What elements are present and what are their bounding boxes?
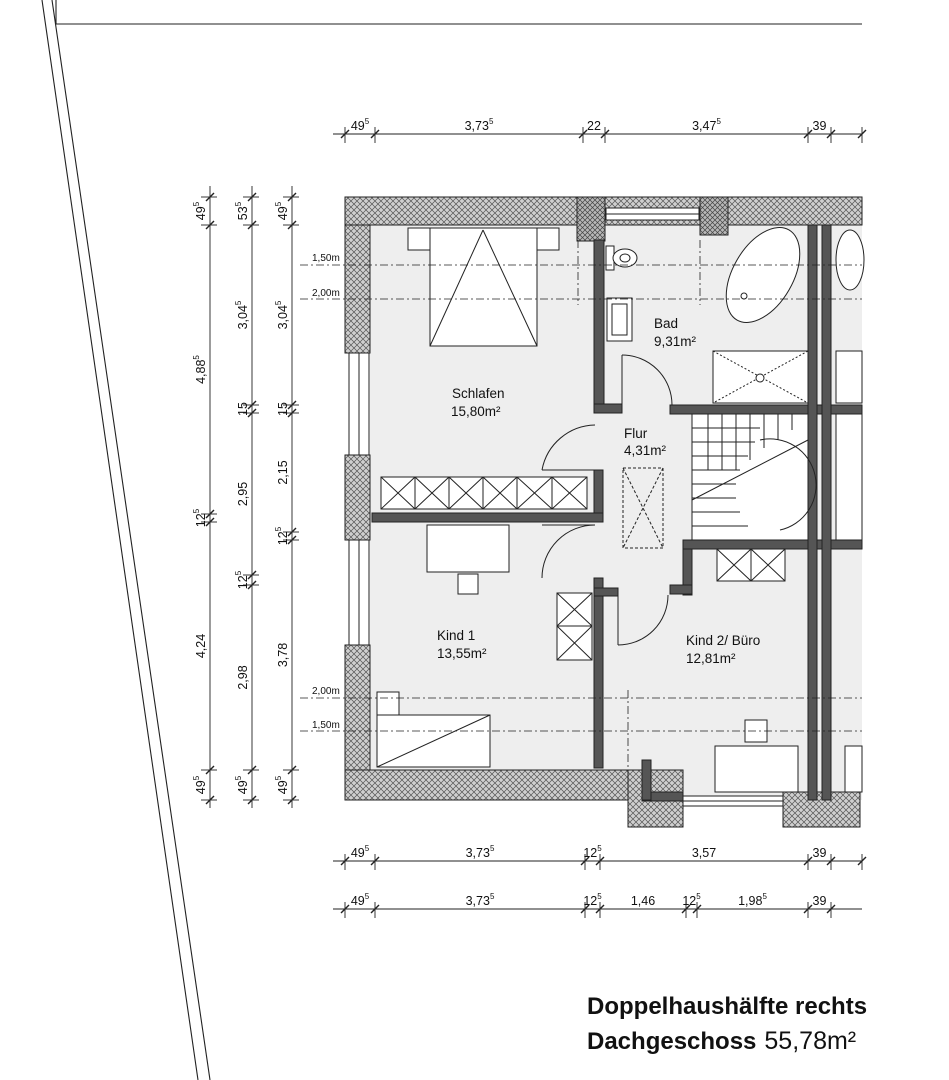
dim-label: $49^5$ [234, 775, 250, 795]
dim-label-sup: 5 [274, 300, 283, 306]
dim-label-sup: 5 [696, 892, 701, 901]
dim-label-sup: 5 [489, 892, 495, 901]
dim-label-sup: 5 [364, 117, 370, 126]
dim-label: $12^5$ [583, 892, 602, 908]
dim-label-sup: 5 [234, 570, 243, 576]
dim-label: 1,46 [630, 894, 656, 908]
dim-chain-top [341, 117, 866, 143]
dim-chain-left-1 [192, 193, 217, 804]
dim-label: $53^5$ [234, 201, 250, 221]
dim-label: $49^5$ [350, 117, 370, 133]
dim-label: $12^5$ [583, 844, 602, 860]
room-name-kind2: Kind 2/ Büro [686, 633, 761, 648]
dim-chain-left-2 [234, 193, 259, 804]
dim-label: $49^5$ [192, 201, 208, 221]
dim-label: 4,24 [194, 633, 208, 659]
dim-label: 3,04$^5$ [234, 300, 250, 330]
dim-label: $49^5$ [350, 844, 370, 860]
dim-label-sup: 5 [234, 201, 243, 207]
room-area-schlafen: 15,80m² [451, 404, 501, 419]
room-area-flur: 4,31m² [624, 443, 667, 458]
height-label-top-150: 1,50m [312, 253, 340, 264]
dim-label: 15 [276, 402, 290, 416]
height-labels [312, 253, 340, 731]
dim-label: 1,98$^5$ [738, 892, 767, 908]
dim-label-sup: 5 [597, 892, 602, 901]
room-area-kind2: 12,81m² [686, 651, 736, 666]
dim-label: 3,78 [276, 642, 290, 668]
dim-label-sup: 5 [192, 775, 201, 781]
dim-label-sup: 5 [597, 844, 602, 853]
drawing-total-area: 55,78m² [764, 1027, 857, 1055]
dim-label: $49^5$ [274, 775, 290, 795]
drawing-title: Doppelhaushälfte rechts [587, 993, 868, 1020]
dim-label: $49^5$ [274, 201, 290, 221]
dim-label-sup: 5 [274, 201, 283, 207]
dim-label: 22 [587, 119, 601, 133]
dim-label: 2,95 [236, 481, 250, 507]
dim-label: 2,98 [236, 665, 250, 690]
dim-label: $49^5$ [192, 775, 208, 795]
dim-label: 3,73$^5$ [465, 844, 495, 860]
dim-label-sup: 5 [192, 201, 201, 207]
dim-label: $12^5$ [234, 570, 250, 590]
dim-label: $12^5$ [682, 892, 701, 908]
dim-label: 3,47$^5$ [692, 117, 721, 133]
room-area-kind1: 13,55m² [437, 646, 487, 661]
desk [715, 746, 798, 792]
dim-label-sup: 5 [274, 526, 283, 532]
dim-label-sup: 5 [489, 844, 495, 853]
dim-label: 3,57 [691, 846, 717, 860]
dim-label-sup: 5 [716, 117, 721, 126]
drawing-floor: Dachgeschoss [587, 1028, 757, 1055]
dim-label: 39 [812, 846, 827, 860]
wardrobe [381, 477, 587, 509]
room-name-schlafen: Schlafen [452, 386, 505, 401]
dim-label: 2,15 [276, 460, 290, 485]
height-label-bottom-150: 1,50m [312, 720, 340, 731]
room-name-bad: Bad [654, 316, 679, 331]
dim-label: 3,73$^5$ [464, 117, 494, 133]
dim-label-sup: 5 [274, 775, 283, 781]
dim-label-sup: 5 [192, 508, 201, 514]
dim-label: 3,04$^5$ [274, 300, 290, 330]
dim-label-sup: 5 [234, 775, 243, 781]
dim-label-sup: 5 [192, 355, 201, 360]
dim-label: 4,88$^5$ [192, 355, 208, 384]
dim-label-sup: 5 [364, 844, 370, 853]
room-area-bad: 9,31m² [654, 334, 697, 349]
dim-label-sup: 5 [762, 892, 767, 901]
dim-chain-left-3 [274, 193, 299, 804]
dim-label: 39 [812, 894, 827, 908]
bed [430, 228, 537, 346]
drawing-caption [587, 990, 867, 1059]
dim-label: $12^5$ [274, 526, 290, 546]
dim-label: 3,73$^5$ [465, 892, 495, 908]
dim-label-sup: 5 [234, 300, 243, 306]
dim-label: 15 [236, 402, 250, 416]
dim-label: 39 [812, 119, 827, 133]
dim-label: $49^5$ [350, 892, 370, 908]
height-label-bottom-200: 2,00m [312, 686, 340, 697]
drawing-floor-line [587, 1024, 867, 1059]
dim-chain-bottom-1 [341, 844, 866, 870]
height-label-top-200: 2,00m [312, 288, 340, 299]
room-name-flur: Flur [624, 426, 648, 441]
dim-label: $12^5$ [192, 508, 208, 528]
desk [427, 525, 509, 572]
room-name-kind1: Kind 1 [437, 628, 476, 643]
dim-label-sup: 5 [488, 117, 494, 126]
dim-chain-bottom-2 [341, 892, 835, 918]
dim-label-sup: 5 [364, 892, 370, 901]
